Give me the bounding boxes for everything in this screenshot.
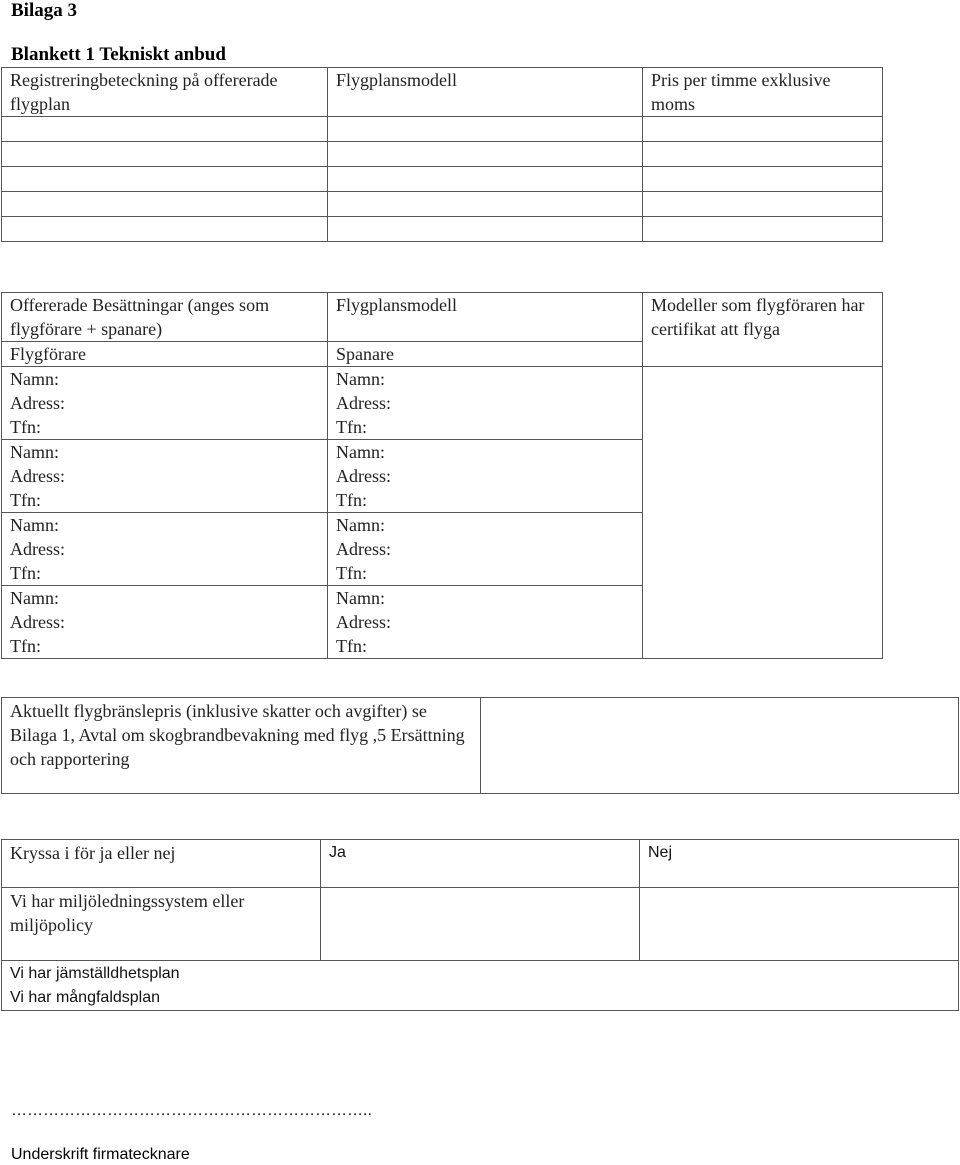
spotter-contact-cell[interactable]: Namn: Adress: Tfn: [328,367,643,440]
registration-cell[interactable] [2,167,328,192]
fuel-price-description: Aktuellt flygbränslepris (inklusive skatter och avgifter) se Bilaga 1, Avtal om skogbrandbevakning med flyg ,5 Ersättning och rapportering [2,698,481,794]
aircraft-row[interactable] [2,142,883,167]
price-cell[interactable] [643,192,883,217]
price-header: Pris per timme exklusive moms [643,68,883,117]
aircraft-row[interactable] [2,117,883,142]
diversity-plan-label: Vi har mångfaldsplan [10,989,161,1006]
environment-policy-yes[interactable] [321,888,640,961]
aircraft-row[interactable] [2,167,883,192]
registration-header: Registreringbeteckning på offererade flygplan [2,68,328,117]
equality-plan-label: Vi har jämställdhetsplan [10,965,180,982]
model-cell[interactable] [328,217,643,242]
aircraft-header-row [2,68,883,117]
crew-row[interactable] [2,367,883,440]
pilot-contact-cell[interactable]: Namn: Adress: Tfn: [2,586,328,659]
registration-cell[interactable] [2,217,328,242]
signature-label: Underskrift firmatecknare [11,1146,190,1163]
fuel-price-input[interactable] [481,698,959,794]
aircraft-table [1,67,883,242]
model-cell[interactable] [328,142,643,167]
model-cell[interactable] [328,167,643,192]
crew-model-header: Flygplansmodell [328,293,643,342]
crew-header-row [2,293,883,342]
aircraft-row[interactable] [2,192,883,217]
signature-line[interactable]: ………………………………………………………….. [11,1102,372,1119]
no-header: Nej [640,840,959,888]
pilot-contact-cell[interactable]: Namn: Adress: Tfn: [2,513,328,586]
registration-cell[interactable] [2,192,328,217]
price-cell[interactable] [643,217,883,242]
spotter-contact-cell[interactable]: Namn: Adress: Tfn: [328,440,643,513]
price-cell[interactable] [643,142,883,167]
environment-policy-no[interactable] [640,888,959,961]
aircraft-row[interactable] [2,217,883,242]
spotter-label: Spanare [328,342,643,367]
certificate-models-cell[interactable] [643,367,883,659]
environment-policy-label: Vi har miljöledningssystem eller miljöpolicy [2,888,321,961]
registration-cell[interactable] [2,142,328,167]
model-cell[interactable] [328,192,643,217]
checklist-header: Kryssa i för ja eller nej [2,840,321,888]
certificate-models-header: Modeller som flygföraren har certifikat att flyga [643,293,883,367]
checklist-table [1,839,959,1011]
checklist-header-row [2,840,959,888]
equality-diversity-cell[interactable] [2,961,959,1011]
registration-cell[interactable] [2,117,328,142]
pilot-label: Flygförare [2,342,328,367]
checklist-row[interactable] [2,961,959,1011]
crew-table [1,292,883,659]
checklist-row[interactable] [2,888,959,961]
model-header: Flygplansmodell [328,68,643,117]
spotter-contact-cell[interactable]: Namn: Adress: Tfn: [328,586,643,659]
pilot-contact-cell[interactable]: Namn: Adress: Tfn: [2,440,328,513]
pilot-contact-cell[interactable]: Namn: Adress: Tfn: [2,367,328,440]
page-title: Bilaga 3 [11,0,77,21]
price-cell[interactable] [643,167,883,192]
crew-header: Offererade Besättningar (anges som flygförare + spanare) [2,293,328,342]
form-title: Blankett 1 Tekniskt anbud [11,44,226,65]
spotter-contact-cell[interactable]: Namn: Adress: Tfn: [328,513,643,586]
fuel-price-table [1,697,959,794]
model-cell[interactable] [328,117,643,142]
price-cell[interactable] [643,117,883,142]
yes-header: Ja [321,840,640,888]
